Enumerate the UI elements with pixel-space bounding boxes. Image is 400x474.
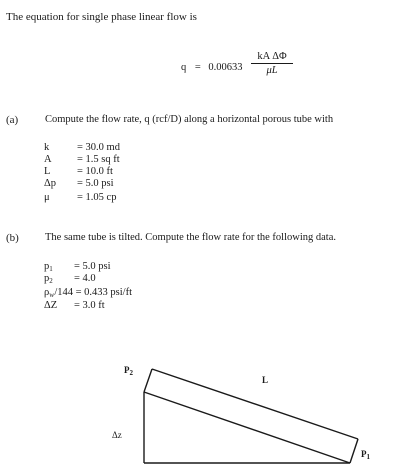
part-a-val: = 1.05 cp bbox=[77, 192, 117, 203]
part-a-val: = 10.0 ft bbox=[77, 166, 113, 177]
figure-label-dz: Δz bbox=[112, 430, 122, 440]
part-b-val: = 3.0 ft bbox=[74, 300, 105, 311]
figure-label-p1-main: P bbox=[361, 449, 367, 459]
part-a-label: (a) bbox=[6, 114, 19, 126]
part-b-sym-main: p bbox=[44, 273, 50, 284]
part-a-text: Compute the flow rate, q (rcf/D) along a horizontal porous tube with bbox=[45, 114, 334, 125]
figure-label-p2-sub: 2 bbox=[129, 369, 133, 377]
equation-equals: = bbox=[194, 62, 201, 73]
part-b-label: (b) bbox=[6, 232, 19, 244]
part-b-sym-main: p bbox=[44, 261, 50, 272]
part-b-val: = 5.0 psi bbox=[74, 261, 111, 272]
part-a-val: = 1.5 sq ft bbox=[77, 154, 120, 165]
figure-tube-left-cap bbox=[144, 369, 152, 392]
part-a-val: = 30.0 md bbox=[77, 142, 120, 153]
figure-tube-upper-edge bbox=[152, 369, 358, 439]
part-b-sym-sub: 2 bbox=[49, 277, 53, 285]
part-a-sym: A bbox=[44, 154, 52, 165]
part-b-text: The same tube is tilted. Compute the flow rate for the following data. bbox=[45, 232, 337, 243]
part-b-val: /144 = 0.433 psi/ft bbox=[54, 287, 132, 298]
equation-numerator: kA ΔΦ bbox=[257, 51, 287, 62]
figure-label-p1-sub: 1 bbox=[366, 453, 370, 461]
equation-q: q bbox=[181, 62, 187, 73]
part-b-val: = 4.0 bbox=[74, 273, 96, 284]
figure-label-p2 bbox=[124, 365, 133, 377]
figure-label-p1 bbox=[361, 449, 370, 461]
part-a-sym: Δp bbox=[44, 178, 57, 189]
equation-coefficient: 0.00633 bbox=[208, 62, 243, 73]
figure-label-l: L bbox=[262, 375, 269, 385]
part-a-sym: μ bbox=[44, 192, 50, 203]
figure-label-p2-main: P bbox=[124, 365, 130, 375]
part-b-sym-main: ΔZ bbox=[44, 300, 58, 311]
figure-hypotenuse-lower bbox=[144, 392, 350, 463]
equation-denominator: μL bbox=[266, 65, 278, 76]
part-a-sym: L bbox=[44, 166, 51, 177]
part-b-sym-main: ρ bbox=[44, 287, 50, 298]
intro-text: The equation for single phase linear flow is bbox=[6, 11, 197, 23]
figure-tube-right-cap bbox=[350, 439, 358, 463]
part-b-sym-sub: w bbox=[49, 291, 55, 299]
part-b-sym-sub: 1 bbox=[49, 265, 53, 273]
part-a-val: = 5.0 psi bbox=[77, 178, 114, 189]
part-a-sym: k bbox=[44, 142, 50, 153]
